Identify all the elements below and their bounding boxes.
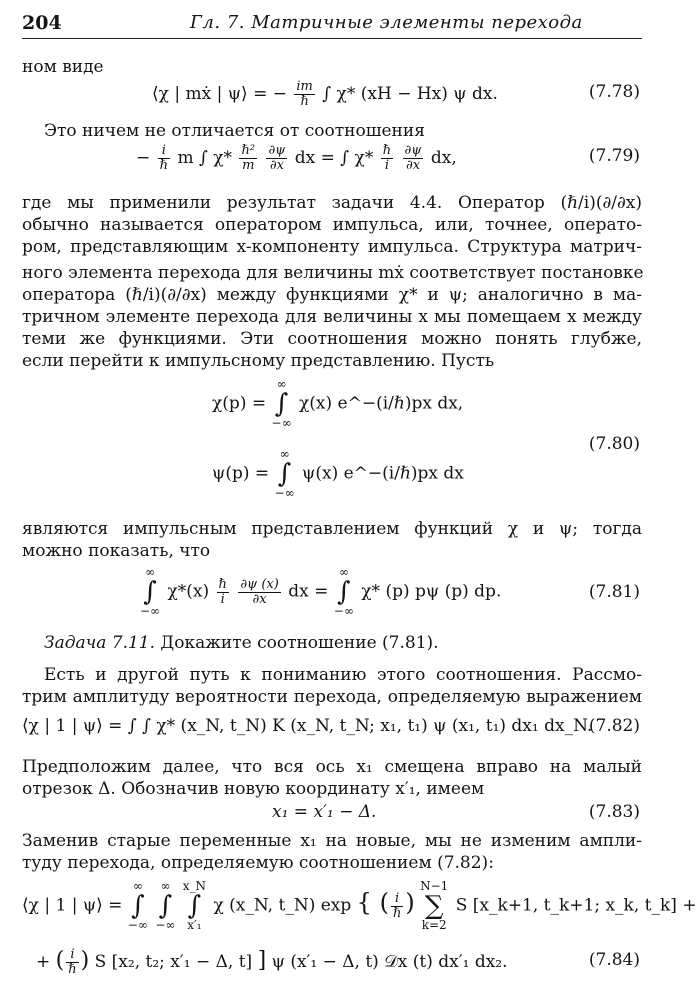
fraction: $\frac{\text{ℏ²}}{m}$ — [241, 143, 256, 173]
fraction: $\frac{\text{ℏ}}{i}$ — [218, 576, 227, 607]
text-line: оператора (ℏ/i)(∂/∂x) между функциями χ* и ψ; аналогично в ма- — [22, 285, 642, 305]
sum-with-limits: N−1 ∑ k=2 — [420, 879, 449, 932]
text-line: обычно называется оператором импульса, или, точнее, операто- — [22, 215, 642, 235]
equation-number: (7.81) — [588, 582, 640, 602]
equation-number: (7.83) — [588, 802, 640, 822]
text-line: тричном элементе перехода для величины x мы помещаем x между — [22, 307, 642, 327]
text-line: Заменив старые переменные x₁ на новые, мы не изменим ампли- — [22, 831, 642, 851]
fraction: $\frac{\partial\psi}{\partial x}$ — [268, 143, 286, 173]
header-rule — [22, 38, 642, 39]
text-line: Это ничем не отличается от соотношения — [44, 121, 425, 141]
equation-number: (7.80) — [588, 434, 640, 454]
fraction: $\frac{im}{\text{ℏ}}$ — [296, 79, 313, 109]
fraction: $\frac{i}{\text{ℏ}}$ — [159, 143, 169, 173]
text-line: теми же функциями. Эти соотношения можно понять глубже, — [22, 329, 642, 349]
text-line: ром, представляющим x-компоненту импульса. Структура матрич- — [22, 237, 642, 257]
equation-number: (7.82) — [588, 716, 640, 736]
task-statement — [44, 632, 642, 654]
text-line: Предположим далее, что вся ось x₁ смещена вправо на малый — [22, 757, 642, 777]
fraction: $\frac{i}{\text{ℏ}}$ — [68, 947, 77, 977]
text-line: если перейти к импульсному представлению. Пусть — [22, 351, 495, 371]
running-title: Гл. 7. Матричные элементы перехода — [190, 12, 583, 33]
text-line: являются импульсным представлением функций χ и ψ; тогда — [22, 519, 642, 539]
text-line: туду перехода, определяемую соотношением (7.82): — [22, 853, 494, 873]
task-text: Докажите соотношение (7.81). — [160, 633, 439, 653]
task-label: Задача 7.11. — [44, 633, 156, 653]
integral-with-limits: ∞ ∫ −∞ — [333, 565, 354, 618]
book-page: 204 Гл. 7. Матричные элементы перехода ном виде ⟨χ | mẋ | ψ⟩ = − $\frac{im}{\text{ℏ}}$ ∫ χ* (xH − Hx) ψ dx. (7.78) Это ничем не отличается от соотношения − $\frac{i}{\text{ℏ}}$ m ∫ χ* $\frac{\text{ℏ²}}{m}$ $\frac{\partial\psi}{\partial x}$ dx = ∫ χ* $\frac{\text{ℏ}}{i}$ $\frac{\partial\psi}{\partial x}$ dx, (7.79) где мы применили результат задачи 4.4. Оператор (ℏ/i)(∂/∂x) обычно называется оператором импульса, или, точнее, операто- ром, представляющим x-компоненту импульса. Структура матрич- ного элемента перехода для величины mẋ соответствует постановке оператора (ℏ/i)(∂/∂x) между функциями χ* и ψ; аналогично в ма- тричном элементе перехода для величины x мы помещаем x между теми же функциями. Эти соотношения можно понять глубже, если перейти к импульсному представлению. Пусть χ(p) = ∞ ∫ −∞ χ(x) e^−(i/ℏ)px dx, (7.80) ψ(p) = ∞ ∫ −∞ ψ(x) e^−(i/ℏ)px dx являются импульсным представлением функций χ и ψ; тогда можно показать, что ∞ ∫ −∞ χ*(x) $\frac{\text{ℏ}}{i}$ $\frac{\partial\psi (x)}{\partial x}$ dx = ∞ ∫ −∞ χ* (p) pψ (p) dp. (7.81) Задача 7.11. Докажите соотношение (7.81). Есть и другой путь к пониманию этого соотношения. Рассмо- трим амплитуду вероятности перехода, определяемую выражением ⟨χ | 1 | ψ⟩ = ∫ ∫ χ* (x_N, t_N) K (x_N, t_N; x₁, t₁) ψ (x₁, t₁) dx₁ dx_N. (7.82) Предположим далее, что вся ось x₁ смещена вправо на малый отрезок Δ. Обозначив новую координату x′₁, имеем x₁ = x′₁ − Δ. (7.83) Заменив старые переменные x₁ на новые, мы не изменим ампли- туду перехода, определяемую соотношением (7.82): ⟨χ | 1 | ψ⟩ = ∞ ∫ −∞ ∞ ∫ −∞ x_N ∫ x′₁ χ (x_N, t_N) exp { ( $\frac{i}{\text{ℏ}}$ ) N−1 ∑ k=2 S [x_k+1, t_k+1; x_k, t_k] + + ( $\frac{i}{\text{ℏ}}$ ) S [x₂, t₂; x′₁ − Δ, t] ] ψ (x′₁ − Δ, t) 𝒟x (t) dx′₁ dx₂. (7.84) — [22, 12, 697, 977]
integral-with-limits: ∞ ∫ −∞ — [271, 377, 292, 430]
integral-with-limits: x_N ∫ x′₁ — [182, 879, 207, 932]
eq-lhs: ⟨χ | mẋ | ψ⟩ = − — [152, 84, 287, 104]
equation-number: (7.79) — [588, 146, 640, 166]
text-line: Есть и другой путь к пониманию этого соотношения. Рассмо- — [44, 665, 642, 685]
page-header — [22, 10, 642, 36]
text-line: ного элемента перехода для величины mẋ соответствует постановке — [22, 263, 644, 283]
integral-with-limits: ∞ ∫ −∞ — [155, 879, 176, 932]
text-line: отрезок Δ. Обозначив новую координату x′₁, имеем — [22, 779, 485, 799]
fraction: $\frac{\partial\psi}{\partial x}$ — [404, 143, 422, 173]
integral-with-limits: ∞ ∫ −∞ — [274, 447, 295, 500]
text-line: можно показать, что — [22, 541, 211, 561]
equation-number: (7.84) — [588, 950, 640, 970]
text-line: трим амплитуду вероятности перехода, определяемую выражением — [22, 687, 642, 707]
fraction: $\frac{\partial\psi (x)}{\partial x}$ — [240, 576, 279, 607]
integral-with-limits: ∞ ∫ −∞ — [127, 879, 148, 932]
page-number: 204 — [22, 12, 62, 34]
text-line: где мы применили результат задачи 4.4. Оператор (ℏ/i)(∂/∂x) — [22, 193, 642, 213]
equation-number: (7.78) — [588, 82, 640, 102]
fraction: $\frac{i}{\text{ℏ}}$ — [392, 890, 402, 921]
fraction: $\frac{\text{ℏ}}{i}$ — [382, 143, 392, 173]
text-line: ном виде — [22, 57, 104, 77]
eq-rest: ∫ χ* (xH − Hx) ψ dx. — [322, 84, 498, 104]
integral-with-limits: ∞ ∫ −∞ — [140, 565, 161, 618]
